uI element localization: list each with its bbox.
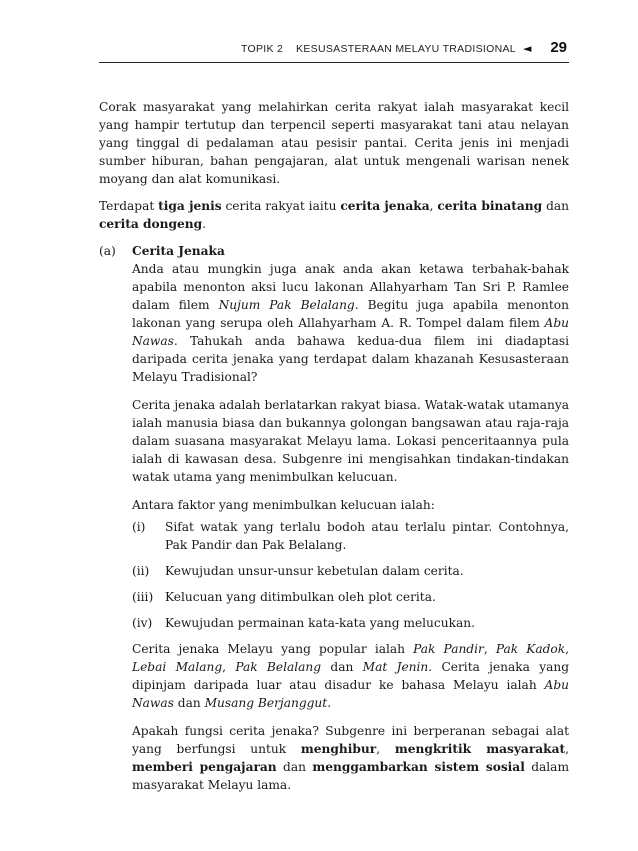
text-span: dan — [173, 696, 205, 710]
page-number: 29 — [550, 39, 567, 56]
text-span: dan — [276, 760, 313, 774]
section-title: Cerita Jenaka — [132, 244, 225, 258]
types-paragraph — [99, 197, 569, 233]
text-span: Apakah fungsi cerita jenaka? Subgenre ini berperanan sebagai alat yang berfungsi untuk — [132, 724, 569, 756]
text-span: Cerita jenaka Melayu yang popular ialah — [132, 642, 414, 656]
text-span: dan — [321, 660, 363, 674]
page-body — [99, 98, 569, 804]
text-span: . Cerita jenaka yang dipinjam daripada luar atau disadur ke bahasa Melayu ialah — [132, 660, 570, 692]
italic-title: Pak Belalang — [235, 660, 322, 674]
text-span: cerita rakyat iaitu — [221, 199, 341, 213]
list-item-text: Sifat watak yang terlalu bodoh atau terlalu pintar. Contohnya, Pak Pandir dan Pak Belalang. — [165, 520, 569, 552]
bold-term: cerita dongeng — [99, 217, 203, 231]
bold-term: cerita binatang — [437, 199, 543, 213]
list-item-number: (i) — [132, 520, 146, 534]
text-span: Terdapat — [99, 199, 159, 213]
section-paragraph-5 — [132, 722, 569, 794]
list-item-text: Kewujudan unsur-unsur kebetulan dalam cerita. — [165, 564, 464, 578]
section-paragraph-2: Cerita jenaka adalah berlatarkan rakyat biasa. Watak-watak utamanya ialah manusia biasa dan bukannya golongan bangsawan atau raja-raja dalam suasana masyarakat Melayu lama. Lokasi penceritaannya pula ialah di kawasan desa. Subgenre ini mengisahkan tindakan-tindakan watak utama yang menimbulkan kelucuan. — [132, 398, 569, 484]
list-item — [132, 588, 569, 606]
text-span: , — [565, 642, 570, 656]
section-paragraph-1 — [132, 260, 569, 386]
list-item-text: Kewujudan permainan kata-kata yang melucukan. — [165, 616, 475, 630]
italic-title: Nujum Pak Belalang — [218, 298, 355, 312]
text-span: dan — [542, 199, 569, 213]
italic-title: Abu Nawas — [132, 678, 569, 710]
left-arrow-icon: ◄ — [523, 42, 532, 55]
list-item — [132, 562, 569, 580]
page-header — [99, 38, 569, 63]
text-span: , — [376, 742, 395, 756]
section-marker: (a) — [99, 244, 116, 258]
text-span: , — [483, 642, 496, 656]
bold-term: tiga jenis — [158, 199, 222, 213]
section-paragraph-3: Antara faktor yang menimbulkan kelucuan ialah: — [132, 498, 435, 512]
section-cerita-jenaka — [99, 242, 569, 794]
section-paragraph-4 — [132, 640, 569, 712]
italic-title: Pak Kadok — [495, 642, 566, 656]
text-span: , — [429, 199, 438, 213]
text-span: Anda atau mungkin juga anak anda akan ketawa terbahak-bahak apabila menonton aksi lucu lakonan Allahyarham Tan Sri P. Ramlee dalam filem — [132, 262, 569, 312]
italic-title: Mat Jenin — [362, 660, 429, 674]
italic-title: Musang Berjanggut — [204, 696, 328, 710]
list-item — [132, 614, 569, 632]
text-span: . — [202, 217, 207, 231]
bold-term: memberi pengajaran — [132, 760, 277, 774]
bold-term: cerita jenaka — [340, 199, 430, 213]
bold-term: menghibur — [300, 742, 377, 756]
running-header-topic: TOPIK 2 KESUSASTERAAN MELAYU TRADISIONAL — [241, 43, 516, 55]
list-item-number: (iii) — [132, 590, 154, 604]
bold-term: menggambarkan sistem sosial — [312, 760, 525, 774]
list-item — [132, 518, 569, 554]
text-span: . Tahukah anda bahawa kedua-dua filem ini diadaptasi daripada cerita jenaka yang terdapat dalam khazanah Kesusasteraan Melayu Tradisional? — [132, 334, 569, 384]
list-item-number: (ii) — [132, 564, 150, 578]
text-span: dalam masyarakat Melayu lama. — [132, 760, 570, 792]
italic-title: Abu Nawas — [132, 316, 569, 348]
text-span: , — [222, 660, 236, 674]
list-item-text: Kelucuan yang ditimbulkan oleh plot cerita. — [165, 590, 436, 604]
bold-term: mengkritik masyarakat — [394, 742, 566, 756]
text-span: , — [565, 742, 569, 756]
intro-paragraph: Corak masyarakat yang melahirkan cerita rakyat ialah masyarakat kecil yang hampir tertutup dan terpencil seperti masyarakat tani atau nelayan yang tinggal di pedalaman atau pesisir pantai. Cerita jenis ini menjadi sumber hiburan, bahan pengajaran, alat untuk mengenali warisan nenek moyang dan alat komunikasi. — [99, 100, 569, 186]
text-span: . — [327, 696, 332, 710]
italic-title: Pak Pandir — [413, 642, 484, 656]
list-item-number: (iv) — [132, 616, 153, 630]
text-span: . Begitu juga apabila menonton lakonan yang serupa oleh Allahyarham A. R. Tompel dalam filem — [132, 298, 569, 330]
humor-factors-list — [132, 518, 569, 632]
italic-title: Lebai Malang — [132, 660, 223, 674]
